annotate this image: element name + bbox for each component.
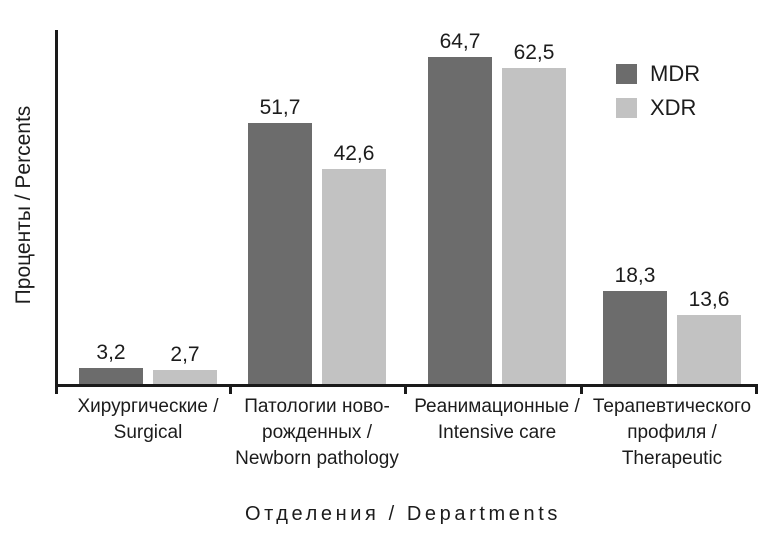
bar-group-surgical bbox=[79, 20, 217, 384]
category-label-intensive-care bbox=[405, 394, 589, 446]
bar-mdr-surgical bbox=[79, 368, 143, 384]
xdr-color-swatch-icon bbox=[616, 98, 637, 118]
category-label-line: Newborn pathology bbox=[235, 448, 399, 469]
category-label-newborn-pathology bbox=[225, 394, 409, 472]
bar-group-newborn-pathology bbox=[248, 20, 386, 384]
legend bbox=[616, 62, 700, 120]
category-label-line: Therapeutic bbox=[621, 448, 723, 469]
x-axis-tick bbox=[404, 384, 407, 394]
bar-mdr-newborn-pathology bbox=[248, 123, 312, 384]
bar-value-label: 51,7 bbox=[259, 96, 301, 119]
bar-xdr-therapeutic bbox=[677, 315, 741, 384]
y-axis-line bbox=[55, 30, 58, 394]
category-label-line: Хирургические / bbox=[77, 396, 219, 417]
mdr-color-swatch-icon bbox=[616, 64, 637, 84]
category-label-line: профиля / bbox=[627, 422, 717, 443]
bar-xdr-newborn-pathology bbox=[322, 169, 386, 384]
bar-value-label: 42,6 bbox=[333, 142, 375, 165]
bar-column bbox=[502, 41, 566, 384]
legend-label-xdr: XDR bbox=[650, 95, 697, 120]
bar-group-intensive-care bbox=[428, 20, 566, 384]
bar-value-label: 62,5 bbox=[513, 41, 555, 64]
category-label-surgical bbox=[56, 394, 240, 446]
category-label-line: рожденных / bbox=[262, 422, 372, 443]
legend-label-mdr: MDR bbox=[650, 61, 701, 86]
bar-column bbox=[322, 142, 386, 384]
bar-value-label: 13,6 bbox=[688, 288, 730, 311]
bar-column bbox=[248, 96, 312, 384]
bar-column bbox=[153, 343, 217, 384]
bar-column bbox=[603, 264, 667, 384]
legend-item-mdr bbox=[616, 62, 700, 86]
category-label-line: Терапевтического bbox=[592, 396, 752, 417]
y-axis-title: Проценты / Percents bbox=[12, 105, 35, 305]
bar-column bbox=[79, 341, 143, 384]
bar-column bbox=[677, 288, 741, 384]
x-axis-tick bbox=[229, 384, 232, 394]
bar-value-label: 18,3 bbox=[614, 264, 656, 287]
x-axis-tick bbox=[755, 384, 758, 394]
category-label-line: Патологии ново- bbox=[244, 396, 390, 417]
bar-value-label: 3,2 bbox=[96, 341, 126, 364]
category-label-line: Реанимационные / bbox=[414, 396, 580, 417]
x-axis-title: Отделения / Departments bbox=[245, 503, 561, 525]
bar-value-label: 64,7 bbox=[439, 30, 481, 53]
legend-item-xdr bbox=[616, 96, 700, 120]
bar-xdr-intensive-care bbox=[502, 68, 566, 384]
category-label-line: Surgical bbox=[113, 422, 183, 443]
bar-mdr-intensive-care bbox=[428, 57, 492, 384]
bar-column bbox=[428, 30, 492, 384]
category-label-line: Intensive care bbox=[437, 422, 557, 443]
bar-mdr-therapeutic bbox=[603, 291, 667, 384]
category-label-therapeutic bbox=[580, 394, 764, 472]
bar-xdr-surgical bbox=[153, 370, 217, 384]
bar-value-label: 2,7 bbox=[170, 343, 200, 366]
x-axis-tick bbox=[580, 384, 583, 394]
